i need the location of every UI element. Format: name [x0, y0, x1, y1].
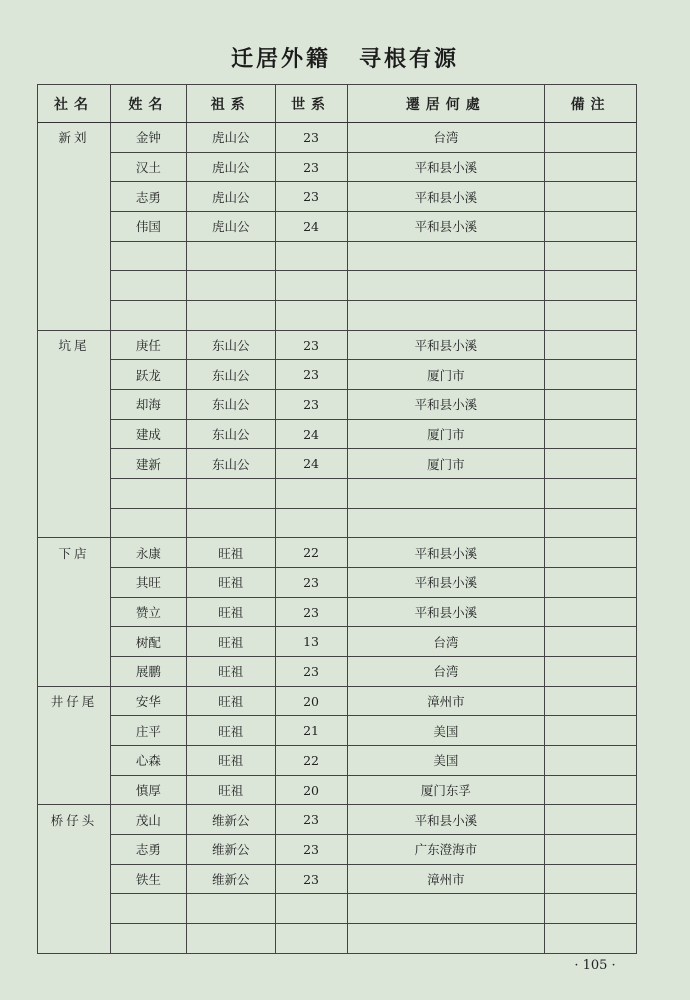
- she-ming-cell: [38, 271, 111, 301]
- table-row: [38, 449, 637, 479]
- zu-xi-cell: [186, 924, 275, 954]
- place-cell: 广东澄海市: [347, 835, 545, 865]
- she-ming-cell: [38, 152, 111, 182]
- zu-xi-cell: 虎山公: [186, 182, 275, 212]
- table-row: [38, 746, 637, 776]
- zu-xi-cell: 旺祖: [186, 657, 275, 687]
- table-row: [38, 835, 637, 865]
- she-ming-cell: 坑尾: [38, 330, 111, 360]
- shi-xi-cell: 23: [275, 805, 347, 835]
- table-row: [38, 419, 637, 449]
- table-row: [38, 894, 637, 924]
- zu-xi-cell: 旺祖: [186, 746, 275, 776]
- she-ming-cell: [38, 657, 111, 687]
- shi-xi-cell: [275, 479, 347, 509]
- table-row: [38, 212, 637, 242]
- name-cell: 庄平: [110, 716, 186, 746]
- name-cell: 茂山: [110, 805, 186, 835]
- place-cell: [347, 479, 545, 509]
- zu-xi-cell: 旺祖: [186, 538, 275, 568]
- zu-xi-cell: 旺祖: [186, 568, 275, 598]
- shi-xi-cell: 23: [275, 360, 347, 390]
- place-cell: 平和县小溪: [347, 538, 545, 568]
- she-ming-cell: [38, 775, 111, 805]
- she-ming-cell: 新刘: [38, 123, 111, 153]
- shi-xi-cell: 23: [275, 568, 347, 598]
- note-cell: [545, 360, 637, 390]
- shi-xi-cell: 20: [275, 775, 347, 805]
- shi-xi-cell: 23: [275, 390, 347, 420]
- note-cell: [545, 271, 637, 301]
- zu-xi-cell: 旺祖: [186, 686, 275, 716]
- name-cell: 志勇: [110, 835, 186, 865]
- note-cell: [545, 924, 637, 954]
- shi-xi-cell: [275, 894, 347, 924]
- place-cell: 平和县小溪: [347, 390, 545, 420]
- zu-xi-cell: 虎山公: [186, 152, 275, 182]
- name-cell: [110, 924, 186, 954]
- table-row: [38, 924, 637, 954]
- zu-xi-cell: [186, 241, 275, 271]
- shi-xi-cell: 23: [275, 182, 347, 212]
- name-cell: [110, 894, 186, 924]
- note-cell: [545, 568, 637, 598]
- table-row: [38, 241, 637, 271]
- title-part-2: 寻根有源: [359, 47, 460, 72]
- page-title: [0, 42, 690, 73]
- table-row: [38, 479, 637, 509]
- header-shi-xi: 世系: [275, 85, 347, 123]
- zu-xi-cell: 旺祖: [186, 716, 275, 746]
- place-cell: 美国: [347, 746, 545, 776]
- she-ming-cell: [38, 212, 111, 242]
- name-cell: 志勇: [110, 182, 186, 212]
- place-cell: 漳州市: [347, 686, 545, 716]
- place-cell: [347, 271, 545, 301]
- note-cell: [545, 657, 637, 687]
- name-cell: 慎厚: [110, 775, 186, 805]
- she-ming-cell: [38, 627, 111, 657]
- name-cell: [110, 241, 186, 271]
- name-cell: 汉土: [110, 152, 186, 182]
- table-row: [38, 686, 637, 716]
- table-row: [38, 390, 637, 420]
- name-cell: 铁生: [110, 864, 186, 894]
- note-cell: [545, 538, 637, 568]
- name-cell: 却海: [110, 390, 186, 420]
- she-ming-cell: [38, 508, 111, 538]
- she-ming-cell: [38, 864, 111, 894]
- zu-xi-cell: [186, 301, 275, 331]
- name-cell: [110, 479, 186, 509]
- she-ming-cell: [38, 449, 111, 479]
- shi-xi-cell: [275, 271, 347, 301]
- table-row: [38, 271, 637, 301]
- table-row: [38, 301, 637, 331]
- place-cell: 平和县小溪: [347, 597, 545, 627]
- place-cell: 美国: [347, 716, 545, 746]
- header-zu-xi: 祖系: [186, 85, 275, 123]
- name-cell: [110, 508, 186, 538]
- note-cell: [545, 835, 637, 865]
- name-cell: 建成: [110, 419, 186, 449]
- place-cell: [347, 924, 545, 954]
- place-cell: 平和县小溪: [347, 568, 545, 598]
- zu-xi-cell: 旺祖: [186, 597, 275, 627]
- table-row: [38, 538, 637, 568]
- note-cell: [545, 152, 637, 182]
- table-row: [38, 597, 637, 627]
- shi-xi-cell: 23: [275, 835, 347, 865]
- table-row: [38, 360, 637, 390]
- note-cell: [545, 775, 637, 805]
- table-row: [38, 330, 637, 360]
- zu-xi-cell: 维新公: [186, 805, 275, 835]
- place-cell: 厦门东孚: [347, 775, 545, 805]
- place-cell: [347, 508, 545, 538]
- name-cell: 安华: [110, 686, 186, 716]
- zu-xi-cell: 虎山公: [186, 212, 275, 242]
- note-cell: [545, 330, 637, 360]
- place-cell: 平和县小溪: [347, 805, 545, 835]
- table-header-row: [38, 85, 637, 123]
- note-cell: [545, 686, 637, 716]
- name-cell: 金钟: [110, 123, 186, 153]
- shi-xi-cell: 24: [275, 212, 347, 242]
- shi-xi-cell: 24: [275, 449, 347, 479]
- note-cell: [545, 241, 637, 271]
- place-cell: 台湾: [347, 123, 545, 153]
- header-bei-zhu: 備注: [545, 85, 637, 123]
- table-row: [38, 123, 637, 153]
- shi-xi-cell: 23: [275, 657, 347, 687]
- header-xing-ming: 姓名: [110, 85, 186, 123]
- place-cell: 台湾: [347, 657, 545, 687]
- she-ming-cell: [38, 894, 111, 924]
- name-cell: 树配: [110, 627, 186, 657]
- name-cell: 赞立: [110, 597, 186, 627]
- she-ming-cell: [38, 479, 111, 509]
- zu-xi-cell: 东山公: [186, 419, 275, 449]
- she-ming-cell: [38, 390, 111, 420]
- page-number: · 105 ·: [574, 958, 616, 973]
- she-ming-cell: [38, 301, 111, 331]
- relocation-table: [37, 84, 637, 954]
- shi-xi-cell: 20: [275, 686, 347, 716]
- table-row: [38, 805, 637, 835]
- header-she-ming: 社名: [38, 85, 111, 123]
- she-ming-cell: 井仔尾: [38, 686, 111, 716]
- shi-xi-cell: 22: [275, 538, 347, 568]
- zu-xi-cell: 虎山公: [186, 123, 275, 153]
- table-row: [38, 627, 637, 657]
- name-cell: 跃龙: [110, 360, 186, 390]
- place-cell: [347, 301, 545, 331]
- shi-xi-cell: [275, 241, 347, 271]
- shi-xi-cell: 23: [275, 330, 347, 360]
- shi-xi-cell: 23: [275, 152, 347, 182]
- table-row: [38, 568, 637, 598]
- table-body: [38, 123, 637, 954]
- table-row: [38, 657, 637, 687]
- shi-xi-cell: [275, 508, 347, 538]
- note-cell: [545, 864, 637, 894]
- shi-xi-cell: 23: [275, 864, 347, 894]
- she-ming-cell: [38, 835, 111, 865]
- place-cell: 平和县小溪: [347, 152, 545, 182]
- she-ming-cell: [38, 182, 111, 212]
- zu-xi-cell: 东山公: [186, 330, 275, 360]
- place-cell: 厦门市: [347, 419, 545, 449]
- she-ming-cell: [38, 924, 111, 954]
- place-cell: 平和县小溪: [347, 330, 545, 360]
- she-ming-cell: [38, 568, 111, 598]
- note-cell: [545, 894, 637, 924]
- name-cell: 庚任: [110, 330, 186, 360]
- table-row: [38, 182, 637, 212]
- note-cell: [545, 301, 637, 331]
- table-row: [38, 508, 637, 538]
- table-row: [38, 775, 637, 805]
- note-cell: [545, 123, 637, 153]
- place-cell: 平和县小溪: [347, 182, 545, 212]
- note-cell: [545, 182, 637, 212]
- zu-xi-cell: [186, 479, 275, 509]
- shi-xi-cell: 23: [275, 123, 347, 153]
- shi-xi-cell: 13: [275, 627, 347, 657]
- name-cell: [110, 301, 186, 331]
- shi-xi-cell: 22: [275, 746, 347, 776]
- zu-xi-cell: 维新公: [186, 864, 275, 894]
- zu-xi-cell: 东山公: [186, 360, 275, 390]
- she-ming-cell: [38, 716, 111, 746]
- she-ming-cell: [38, 360, 111, 390]
- note-cell: [545, 627, 637, 657]
- shi-xi-cell: [275, 924, 347, 954]
- note-cell: [545, 419, 637, 449]
- place-cell: 漳州市: [347, 864, 545, 894]
- zu-xi-cell: [186, 894, 275, 924]
- place-cell: 厦门市: [347, 449, 545, 479]
- zu-xi-cell: 旺祖: [186, 627, 275, 657]
- table-row: [38, 152, 637, 182]
- place-cell: [347, 241, 545, 271]
- place-cell: [347, 894, 545, 924]
- she-ming-cell: [38, 746, 111, 776]
- name-cell: 心森: [110, 746, 186, 776]
- zu-xi-cell: [186, 508, 275, 538]
- place-cell: 台湾: [347, 627, 545, 657]
- zu-xi-cell: 东山公: [186, 449, 275, 479]
- name-cell: 建新: [110, 449, 186, 479]
- title-part-1: 迁居外籍: [230, 47, 331, 72]
- shi-xi-cell: 23: [275, 597, 347, 627]
- note-cell: [545, 212, 637, 242]
- zu-xi-cell: 东山公: [186, 390, 275, 420]
- she-ming-cell: 桥仔头: [38, 805, 111, 835]
- note-cell: [545, 390, 637, 420]
- table-row: [38, 864, 637, 894]
- zu-xi-cell: 维新公: [186, 835, 275, 865]
- header-qian-ju: 遷居何處: [347, 85, 545, 123]
- note-cell: [545, 479, 637, 509]
- note-cell: [545, 716, 637, 746]
- note-cell: [545, 449, 637, 479]
- note-cell: [545, 597, 637, 627]
- place-cell: 平和县小溪: [347, 212, 545, 242]
- name-cell: 伟国: [110, 212, 186, 242]
- she-ming-cell: [38, 241, 111, 271]
- name-cell: 展鹏: [110, 657, 186, 687]
- name-cell: [110, 271, 186, 301]
- place-cell: 厦门市: [347, 360, 545, 390]
- shi-xi-cell: [275, 301, 347, 331]
- shi-xi-cell: 24: [275, 419, 347, 449]
- note-cell: [545, 805, 637, 835]
- she-ming-cell: [38, 597, 111, 627]
- shi-xi-cell: 21: [275, 716, 347, 746]
- she-ming-cell: [38, 419, 111, 449]
- note-cell: [545, 508, 637, 538]
- name-cell: 永康: [110, 538, 186, 568]
- name-cell: 其旺: [110, 568, 186, 598]
- note-cell: [545, 746, 637, 776]
- zu-xi-cell: 旺祖: [186, 775, 275, 805]
- zu-xi-cell: [186, 271, 275, 301]
- table-row: [38, 716, 637, 746]
- she-ming-cell: 下店: [38, 538, 111, 568]
